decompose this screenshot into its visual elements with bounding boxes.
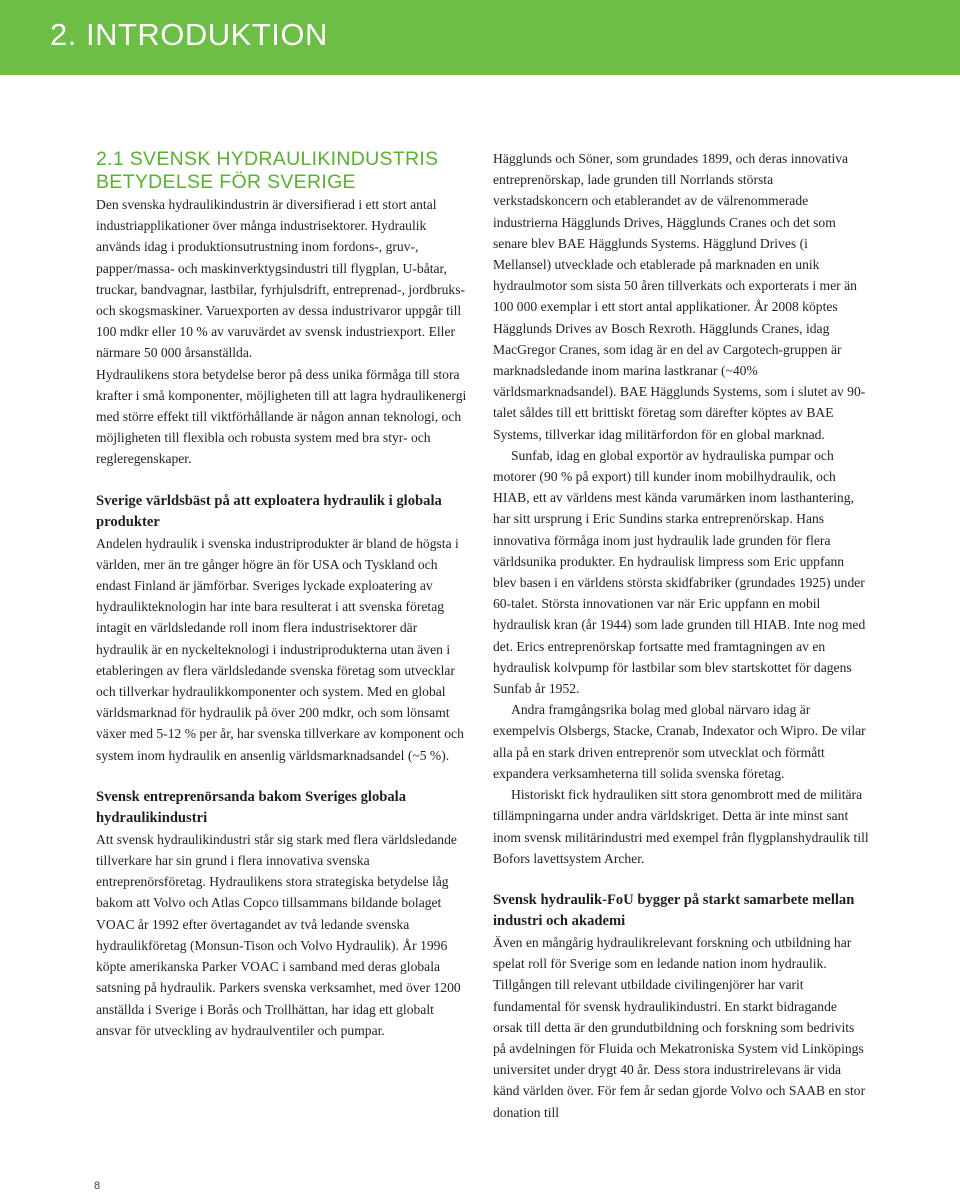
hagglunds-paragraph: Hägglunds och Söner, som grundades 1899, och deras innovativa entreprenörskap, lade grunden till Norrlands största verkstadskoncern och etablerandet av de välrenommerade industrierna Hägglunds Drives, Hägglunds Cranes och det som senare blev BAE Hägglunds Systems. Hägglund Drives (i Mellansel) utvecklade och etablerade på marknaden en unik hydraulmotor som sista 50 åren tillverkats och exporterats i mer än 100 000 exemplar i ett stort antal applikationer. År 2008 köptes Hägglunds Drives av Bosch Rexroth. Hägglunds Cranes, idag MacGregor Cranes, som idag är en del av Cargotech-gruppen är marknadsledande inom marina lastkranar (~40% världsmarknadsandel). BAE Hägglunds Systems, som i slutet av 90-talet såldes till ett brittiskt företag som därefter köptes av BAE Systems, tillverkar idag militärfordon för en global marknad. (493, 151, 866, 442)
section-title-line-1: 2.1 SVENSK HYDRAULIKINDUSTRIS (96, 148, 439, 170)
section-title-line-2: BETYDELSE FÖR SVERIGE (96, 171, 356, 193)
subheading-world-best: Sverige världsbäst på att exploatera hydraulik i globala produkter (96, 492, 442, 530)
entrepreneurship-paragraph: Att svensk hydraulikindustri står sig stark med flera världsledande tillverkare har sin grund i flera innovativa svenska entreprenörsföretag. Hydraulikens stora strategiska betydelse låg bakom att Volvo och Atlas Copco tillsammans bildande bolaget VOAC år 1992 efter övertagandet av två ledande svenska hydraulikföretag (Monsun-Tison och Volvo Hydraulik). År 1996 köpte amerikanska Parker VOAC i samband med deras globala satsning på hydraulik. Parkers svenska verksamhet, med över 1200 anställda i Sverige i Borås och Trollhättan, har idag ett globalt ansvar för utveckling av hydraulventiler och pumpar. (96, 831, 461, 1038)
page-number: 8 (94, 1180, 101, 1192)
left-column (96, 148, 468, 1041)
chapter-title: 2. INTRODUKTION (50, 17, 328, 52)
header-banner (0, 0, 960, 75)
subheading-entrepreneurship: Svensk entreprenörsanda bakom Sveriges globala hydraulikindustri (96, 788, 407, 826)
military-paragraph: Historiskt fick hydrauliken sitt stora genombrott med de militära tillämpningarna under andra världskriget. Detta är inte minst sant inom svensk militärindustri med exempel från flygplanshydraulik till Bofors lavettsystem Archer. (493, 787, 869, 866)
research-paragraph: Även en mångårig hydraulikrelevant forskning och utbildning har spelat roll för Sverige som en ledande nation inom hydraulik. Tillgången till relevant utbildade civilingenjörer har varit fundamental för svensk hydraulikindustri. En starkt bidragande orsak till detta är den grundutbildning och forskning som bedrivits på avdelningen för Fluida och Mekatroniska System vid Linköpings universitet under drygt 40 år. Dess stora industrirelevans är vida känd världen över. För fem år sedan gjorde Volvo och SAAB en stor donation till (493, 934, 866, 1120)
intro-paragraph-2: Hydraulikens stora betydelse beror på dess unika förmåga till stora krafter i små komponenter, möjligheten till att lagra hydraulikenergi med större effekt till viktförhållande är någon annan teknologi, och möjligheten till flexibla och robusta system med bra styr- och regleregenskaper. (96, 366, 467, 467)
world-best-paragraph: Andelen hydraulik i svenska industriprodukter är bland de högsta i världen, mer än tre gånger högre än för USA och Tyskland och endast Finland är jämförbar. Sveriges lyckade exploatering av hydraulikteknologin har inte bara resulterat i att svenska företag intagit en världsledande roll inom flera industrisektorer där hydraulik är en nyckelteknologi i industriprodukterna utan även i etableringen av flera världsledande svenska företag som utvecklar och tillverkar hydraulikkomponenter och system. Med en global världsmarknad för hydraulik på över 200 mdkr, och som lönsamt växer med 5-12 % per år, har svenska tillverkare av komponent och system inom hydraulik en ansenlig världsmarknadsandel (~5 %). (96, 535, 464, 763)
subheading-research: Svensk hydraulik-FoU bygger på starkt samarbete mellan industri och akademi (493, 891, 855, 929)
right-column (493, 148, 869, 1123)
other-companies-paragraph: Andra framgångsrika bolag med global närvaro idag är exempelvis Olsbergs, Stacke, Cranab, Indexator och Wipro. De vilar alla på en stark driven entreprenör som utvecklat och förmått expandera verksamheterna till solida svenska företag. (493, 702, 866, 781)
intro-paragraph-1: Den svenska hydraulikindustrin är diversifierad i ett stort antal industriapplikationer över många industrisektorer. Hydraulik används idag i produktionsutrustning inom fordons-, gruv-, papper/massa- och maskinverktygsindustri till flygplan, U-båtar, truckar, bandvagnar, lastbilar, fyrhjulsdrift, entreprenad-, jordbruks- och skogsmaskiner. Varuexporten av dessa industrivaror uppgår till 100 mdkr eller 10 % av varuvärdet av svensk industriexport. Eller närmare 50 000 årsanställda. (96, 197, 466, 361)
sunfab-paragraph: Sunfab, idag en global exportör av hydrauliska pumpar och motorer (90 % på export) till kunder inom mobilhydraulik, och HIAB, ett av världens mest kända varumärken inom lasthantering, har sitt ursprung i Eric Sundins starka entreprenörskap. Hans innovativa förmåga inom just hydraulik lade grunden för flera världsunika produkter. En hydraulisk limpress som Eric uppfann blev basen i en världens största skidfabriker (grundades 1925) under 60-talet. Största innovationen var när Eric uppfann en mobil hydraulisk kran (år 1944) som lade grunden till HIAB. Inte nog med det. Erics entreprenörskap fortsatte med framtagningen av en hydraulisk kolvpump för lastbilar som blev startskottet för dagens Sunfab år 1952. (493, 447, 866, 697)
